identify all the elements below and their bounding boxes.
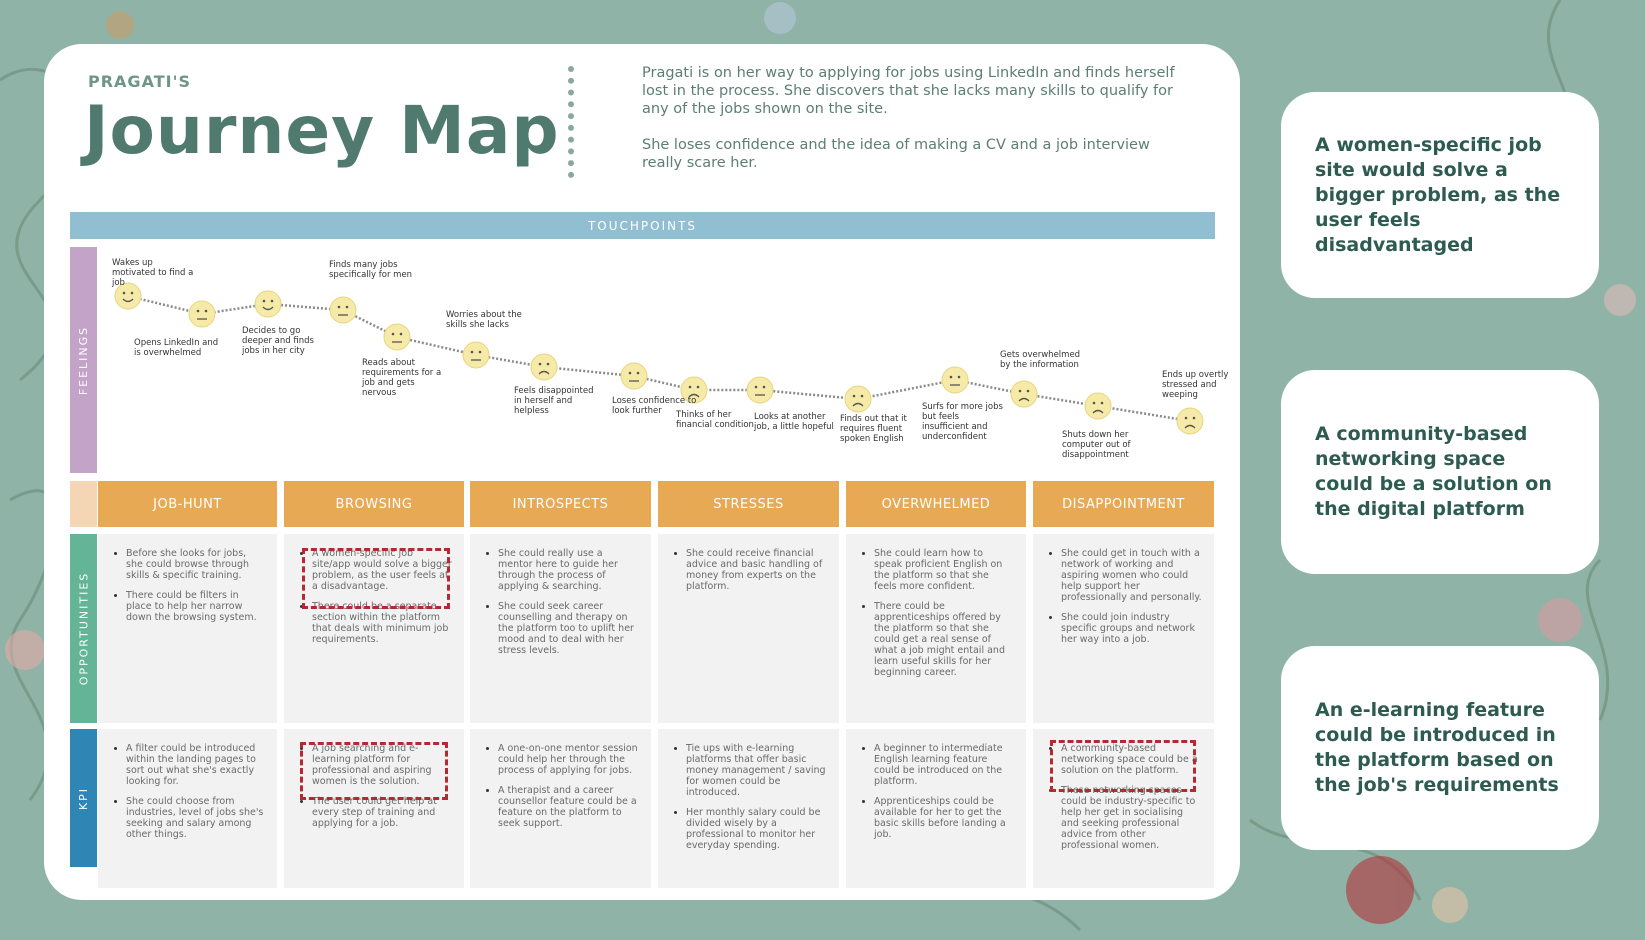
insight-text: A women-specific job site would solve a bigger problem, as the user feels disadvantaged <box>1315 133 1561 256</box>
feeling-label: Gets overwhelmed by the information <box>1000 350 1081 370</box>
insight-card <box>1281 370 1599 574</box>
list-item: • Tie ups with e-learning platforms that offer basic money management / saving for women could be introduced. <box>686 743 827 798</box>
insight-text: A community-based networking space could be a solution on the digital platform <box>1315 423 1552 520</box>
opportunity-cell-disappointment <box>1033 534 1214 723</box>
kpi-cell-introspects <box>470 729 651 888</box>
neutral-face-icon <box>330 297 356 323</box>
happy-face-icon <box>255 291 281 317</box>
list-item: • There could be apprenticeships offered by the platform so that she could get a real sense of what a job might entail and learn useful skills for her beginning career. <box>874 601 1014 678</box>
stage-job-hunt: JOB-HUNT <box>98 481 277 527</box>
list-item: • A filter could be introduced within the landing pages to sort out what she's exactly looking for. <box>126 743 265 787</box>
sad-face-icon <box>845 386 871 412</box>
list-item: • The user could get help at every step of training and applying for a job. <box>312 796 452 829</box>
opportunity-cell-introspects <box>470 534 651 723</box>
touchpoints-label: TOUCHPOINTS <box>587 218 698 233</box>
neutral-face-icon <box>621 363 647 389</box>
feeling-label: Reads about requirements for a job and gets nervous <box>362 358 442 398</box>
list-item: • She could seek career counselling and therapy on the platform too to uplift her mood and to deal with her stress levels. <box>498 601 639 656</box>
intro-paragraph: She loses confidence and the idea of making a CV and a job interview really scare her. <box>642 137 1150 171</box>
sad-face-icon <box>1011 381 1037 407</box>
feeling-label: Feels disappointed in herself and helpless <box>514 386 594 416</box>
feeling-label: Thinks of her financial condition <box>676 410 754 430</box>
feeling-label: Finds many jobs specifically for men <box>329 260 413 280</box>
list-item: • She could receive financial advice and basic handling of money from experts on the platform. <box>686 548 827 592</box>
stage-overwhelmed: OVERWHELMED <box>846 481 1026 527</box>
list-item: • A job searching and e-learning platform for professional and aspiring women is the solution. <box>312 743 452 787</box>
opportunities-row-label <box>70 534 97 723</box>
persona-name: PRAGATI'S <box>88 72 191 91</box>
list-item: • Apprenticeships could be available for her to get the basic skills before landing a job. <box>874 796 1014 840</box>
list-item: • Before she looks for jobs, she could browse through skills & specific training. <box>126 548 265 581</box>
stage-row-spacer <box>70 481 97 527</box>
page-title: Journey Map <box>84 92 560 169</box>
sad-face-icon <box>1085 393 1111 419</box>
neutral-face-icon <box>747 377 773 403</box>
sad-face-icon <box>531 354 557 380</box>
list-item: • A beginner to intermediate English learning feature could be introduced on the platform. <box>874 743 1014 787</box>
sad-face-icon <box>1177 408 1203 434</box>
opportunity-cell-overwhelmed <box>846 534 1026 723</box>
neutral-face-icon <box>942 367 968 393</box>
kpi-label: KPI <box>77 786 90 810</box>
highlight-women-specific-site <box>302 548 450 609</box>
feeling-label: Surfs for more jobs but feels insufficient and underconfident <box>922 402 1003 442</box>
kpi-cell-stresses <box>658 729 839 888</box>
list-item: • She could join industry specific groups and network her way into a job. <box>1061 612 1202 645</box>
feeling-label: Looks at another job, a little hopeful <box>754 412 834 432</box>
opportunity-cell-stresses <box>658 534 839 723</box>
intro-paragraph: Pragati is on her way to applying for jobs using LinkedIn and finds herself lost in the process. She discovers that she lacks many skills to qualify for any of the jobs shown on the site. <box>642 65 1175 117</box>
feeling-label: Wakes up motivated to find a job <box>112 258 194 288</box>
list-item: • A one-on-one mentor session could help her through the process of applying for jobs. <box>498 743 639 776</box>
feeling-label: Shuts down her computer out of disappointment <box>1062 430 1131 460</box>
list-item: • She could learn how to speak proficient English on the platform so that she feels more confident. <box>874 548 1014 592</box>
opportunities-label: OPPORTUNITIES <box>77 571 91 686</box>
list-item: • She could choose from industries, level of jobs she's seeking and salary among other things. <box>126 796 265 840</box>
feeling-label: Decides to go deeper and finds jobs in her city <box>242 326 314 356</box>
insight-card <box>1281 646 1599 850</box>
feelings-label: FEELINGS <box>77 325 90 395</box>
kpi-cell-job-hunt <box>98 729 277 888</box>
list-item: • Her monthly salary could be divided wisely by a professional to monitor her everyday spending. <box>686 807 827 851</box>
list-item: • A women-specific job site/app would solve a bigger problem, as the user feels at a disadvantage. <box>312 548 452 592</box>
list-item: • There could be a separate section within the platform that deals with minimum job requirements. <box>312 601 452 645</box>
list-item: • A therapist and a career counsellor feature could be a feature on the platform to seek support. <box>498 785 639 829</box>
list-item: • A community-based networking space could be a solution on the platform. <box>1061 743 1202 776</box>
stage-introspects: INTROSPECTS <box>470 481 651 527</box>
list-item: • These networking spaces could be industry-specific to help her get in socialising and seeking professional advice from other professional women. <box>1061 785 1202 851</box>
feeling-label: Opens LinkedIn and is overwhelmed <box>134 338 219 358</box>
stage-browsing: BROWSING <box>284 481 464 527</box>
highlight-e-learning-platform <box>300 742 448 800</box>
kpi-row-label <box>70 729 97 867</box>
insight-card <box>1281 92 1599 298</box>
list-item: • There could be filters in place to help her narrow down the browsing system. <box>126 590 265 623</box>
neutral-face-icon <box>189 301 215 327</box>
list-item: • She could really use a mentor here to guide her through the process of applying & searching. <box>498 548 639 592</box>
highlight-community-networking <box>1050 740 1196 792</box>
stage-disappointment: DISAPPOINTMENT <box>1033 481 1214 527</box>
opportunity-cell-job-hunt <box>98 534 277 723</box>
neutral-face-icon <box>463 342 489 368</box>
neutral-face-icon <box>384 324 410 350</box>
stage-stresses: STRESSES <box>658 481 839 527</box>
insight-text: An e-learning feature could be introduced in the platform based on the job's requirements <box>1315 699 1559 796</box>
feeling-label: Ends up overtly stressed and weeping <box>1162 370 1229 400</box>
feeling-label: Finds out that it requires fluent spoken English <box>840 414 907 444</box>
feeling-label: Worries about the skills she lacks <box>446 310 522 330</box>
feeling-label: Loses confidence to look further <box>612 396 697 416</box>
kpi-cell-overwhelmed <box>846 729 1026 888</box>
list-item: • She could get in touch with a network of working and aspiring women who could help support her professionally and personally. <box>1061 548 1202 603</box>
